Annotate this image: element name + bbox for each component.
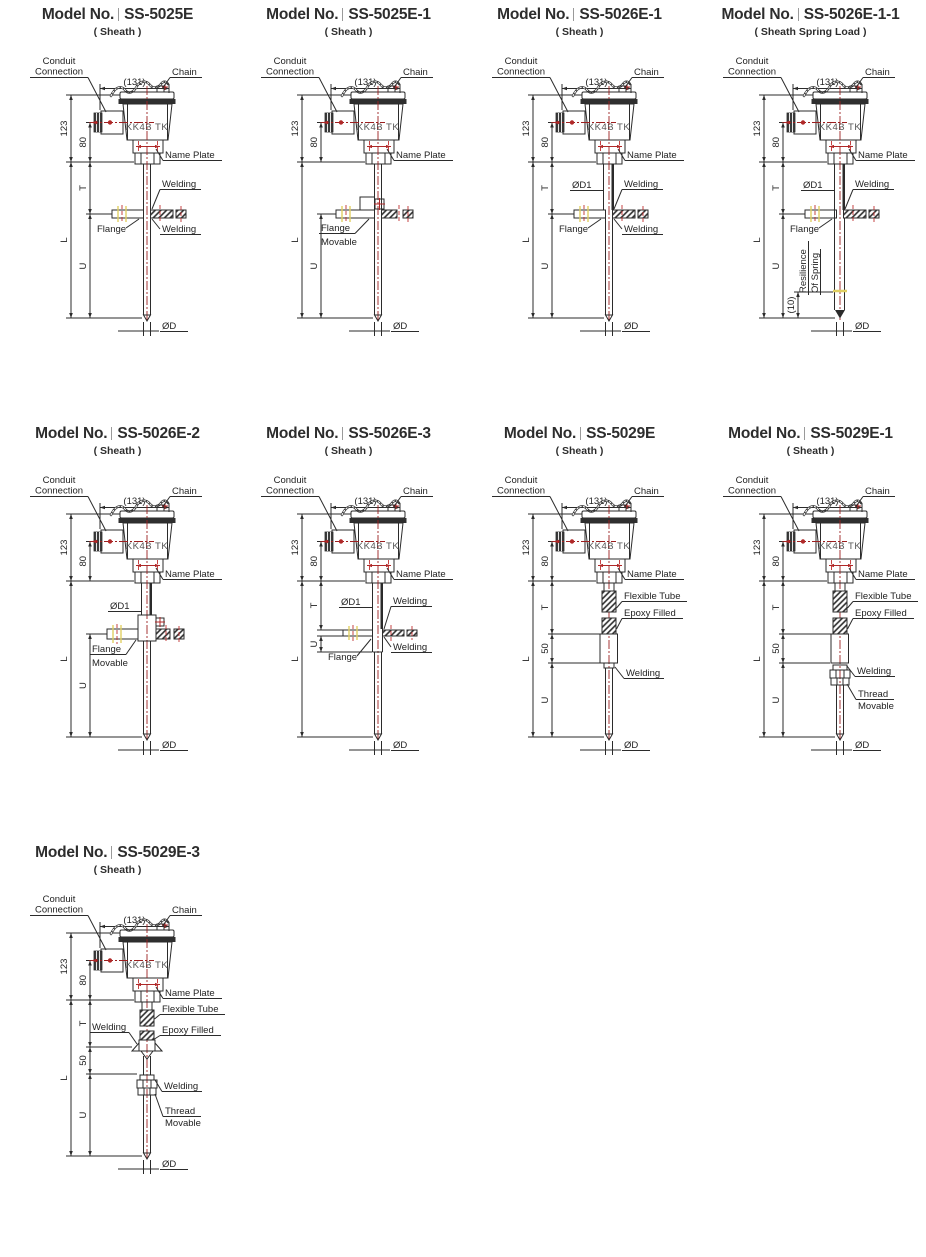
model-label: Model No. — [266, 425, 339, 442]
model-number: SS-5026E-3 — [348, 425, 431, 442]
callout-welding-top: Welding — [855, 179, 890, 190]
dim-probe-dia: ØD1 — [341, 597, 361, 608]
model-title — [695, 425, 926, 443]
callout-conduit-1: Conduit — [42, 56, 76, 67]
technical-drawing — [2, 46, 228, 346]
head-marking: KK4B TK — [356, 541, 400, 552]
dim-L: L — [290, 237, 301, 243]
dim-U: U — [309, 262, 320, 270]
callout-conduit-1: Conduit — [42, 475, 76, 486]
model-label: Model No. — [35, 425, 108, 442]
callout-conduit-1: Conduit — [504, 56, 538, 67]
callout-conduit-1: Conduit — [42, 894, 76, 905]
dim-width-131: (131) — [585, 496, 608, 507]
callout-movable: Movable — [858, 701, 894, 712]
diagram-ss-5026e-2 — [2, 419, 233, 838]
dim-width-131: (131) — [123, 77, 146, 88]
callout-flange-movable-2: Movable — [321, 237, 357, 248]
callout-name-plate: Name Plate — [627, 569, 677, 580]
head-marking: KK4B TK — [818, 541, 862, 552]
panel-header — [695, 419, 926, 465]
diagram-ss-5025e — [2, 0, 233, 419]
model-number: SS-5029E — [586, 425, 656, 442]
callout-name-plate: Name Plate — [165, 988, 215, 999]
callout-movable: Movable — [165, 1118, 201, 1129]
model-number: SS-5025E — [124, 6, 194, 23]
model-title — [2, 425, 233, 443]
model-label: Model No. — [266, 6, 339, 23]
dim-80: 80 — [309, 555, 320, 567]
model-title — [695, 6, 926, 24]
dim-L: L — [59, 1075, 70, 1081]
diagram-ss-5029e-3 — [2, 838, 233, 1257]
dim-width-131: (131) — [123, 915, 146, 926]
dim-123: 123 — [290, 539, 301, 556]
drawing-SS-5026E-1-1 — [723, 56, 915, 336]
callout-welding: Welding — [164, 1081, 199, 1092]
model-number: SS-5026E-1-1 — [803, 6, 900, 23]
dim-U: U — [78, 682, 89, 689]
model-subtitle: ( Sheath Spring Load ) — [754, 26, 867, 38]
panel-header — [464, 0, 695, 46]
dim-tip-dia: ØD — [393, 321, 408, 332]
dim-width-131: (131) — [123, 496, 146, 507]
technical-drawing — [695, 465, 921, 765]
dim-L: L — [521, 237, 532, 243]
callout-conduit-2: Connection — [727, 485, 777, 497]
dim-tip-dia: ØD — [855, 740, 870, 751]
technical-drawing — [2, 884, 228, 1184]
dim-tip-dia: ØD — [162, 740, 177, 751]
callout-conduit-2: Connection — [727, 66, 777, 78]
title-separator — [111, 846, 112, 859]
dim-tip-dia: ØD — [162, 321, 177, 332]
dim-L: L — [290, 656, 301, 662]
model-number: SS-5029E-3 — [117, 844, 200, 861]
drawing-SS-5026E-2 — [30, 475, 222, 755]
model-number: SS-5026E-2 — [117, 425, 200, 442]
callout-thread: Thread — [165, 1106, 196, 1117]
panel-header — [233, 419, 464, 465]
callout-name-plate: Name Plate — [858, 569, 908, 580]
callout-thread: Thread — [858, 689, 889, 700]
title-separator — [111, 427, 112, 440]
callout-chain: Chain — [403, 67, 428, 78]
dim-width-131: (131) — [816, 77, 839, 88]
diagram-ss-5029e — [464, 419, 695, 838]
dim-T: T — [540, 604, 551, 611]
panel-header — [695, 0, 926, 46]
title-separator — [342, 427, 343, 440]
callout-chain: Chain — [403, 486, 428, 497]
dim-U: U — [540, 696, 551, 704]
diagram-ss-5025e-1 — [233, 0, 464, 419]
technical-drawing — [233, 465, 459, 765]
dim-80: 80 — [540, 136, 551, 148]
head-marking: KK4B TK — [125, 122, 169, 133]
technical-drawing — [464, 465, 690, 765]
callout-welding-top: Welding — [624, 179, 659, 190]
dim-tip-dia: ØD — [162, 1159, 177, 1170]
dim-tip-dia: ØD — [393, 740, 408, 751]
callout-conduit-1: Conduit — [273, 56, 307, 67]
dim-L: L — [521, 656, 532, 662]
dim-U: U — [771, 696, 782, 704]
dim-probe-dia: ØD1 — [803, 180, 823, 191]
dim-L: L — [752, 237, 763, 243]
dim-80: 80 — [771, 555, 782, 567]
panel-header — [2, 419, 233, 465]
dim-L: L — [752, 656, 763, 662]
callout-flange: Flange — [559, 224, 589, 235]
callout-flange: Flange — [97, 224, 127, 235]
drawing-SS-5026E-3 — [261, 475, 453, 755]
drawing-SS-5026E-1 — [492, 56, 684, 336]
title-separator — [798, 8, 799, 21]
callout-name-plate: Name Plate — [396, 150, 446, 161]
title-separator — [573, 8, 574, 21]
panel-header — [233, 0, 464, 46]
callout-chain: Chain — [172, 905, 197, 916]
callout-chain: Chain — [634, 486, 659, 497]
dim-80: 80 — [78, 555, 89, 567]
head-marking: KK4B TK — [587, 541, 631, 552]
callout-welding: Welding — [626, 668, 661, 679]
dim-tip-dia: ØD — [624, 321, 639, 332]
dim-width-131: (131) — [354, 77, 377, 88]
model-subtitle: ( Sheath ) — [93, 26, 142, 38]
callout-conduit-1: Conduit — [735, 475, 769, 486]
dim-U: U — [78, 262, 89, 270]
dim-probe-dia: ØD1 — [110, 601, 130, 612]
model-title — [2, 6, 233, 24]
diagram-ss-5026e-1 — [464, 0, 695, 419]
dim-80: 80 — [540, 555, 551, 567]
dim-50: 50 — [540, 643, 551, 654]
drawing-SS-5025E-1 — [261, 56, 453, 336]
diagram-ss-5029e-1 — [695, 419, 926, 838]
callout-chain: Chain — [172, 486, 197, 497]
dim-tip-dia: ØD — [624, 740, 639, 751]
model-subtitle: ( Sheath ) — [93, 445, 142, 457]
model-subtitle: ( Sheath ) — [93, 864, 142, 876]
model-number: SS-5025E-1 — [348, 6, 431, 23]
dim-123: 123 — [59, 120, 70, 137]
callout-chain: Chain — [865, 67, 890, 78]
dim-80: 80 — [771, 136, 782, 148]
model-label: Model No. — [35, 844, 108, 861]
callout-flange-movable-1: Flange — [92, 644, 122, 655]
callout-flexible-tube: Flexible Tube — [624, 591, 681, 602]
callout-welding-left: Welding — [92, 1022, 127, 1033]
callout-welding-top: Welding — [162, 179, 197, 190]
dim-width-131: (131) — [816, 496, 839, 507]
callout-epoxy-filled: Epoxy Filled — [624, 608, 676, 619]
model-title — [233, 6, 464, 24]
dim-50: 50 — [78, 1055, 89, 1066]
model-title — [464, 6, 695, 24]
callout-welding-bottom: Welding — [393, 642, 428, 653]
callout-conduit-2: Connection — [265, 485, 315, 497]
callout-chain: Chain — [172, 67, 197, 78]
callout-conduit-2: Connection — [265, 66, 315, 78]
callout-welding-bottom: Welding — [162, 224, 197, 235]
callout-welding: Welding — [857, 666, 892, 677]
dim-U: U — [771, 262, 782, 270]
callout-conduit-2: Connection — [34, 66, 84, 78]
title-separator — [804, 427, 805, 440]
dim-123: 123 — [521, 539, 532, 556]
callout-name-plate: Name Plate — [165, 150, 215, 161]
dim-T: T — [78, 1020, 89, 1027]
title-separator — [342, 8, 343, 21]
model-subtitle: ( Sheath ) — [324, 445, 373, 457]
callout-welding-bottom: Welding — [624, 224, 659, 235]
dim-width-131: (131) — [354, 496, 377, 507]
callout-name-plate: Name Plate — [396, 569, 446, 580]
model-subtitle: ( Sheath ) — [786, 445, 835, 457]
model-label: Model No. — [41, 6, 115, 23]
dim-spring-travel: (10) — [786, 296, 797, 314]
diagram-ss-5026e-1-1 — [695, 0, 926, 419]
callout-conduit-2: Connection — [34, 485, 84, 497]
model-number: SS-5029E-1 — [810, 425, 893, 442]
panel-header — [2, 0, 233, 46]
callout-conduit-2: Connection — [496, 66, 546, 78]
callout-conduit-2: Connection — [34, 904, 84, 916]
model-subtitle: ( Sheath ) — [555, 26, 604, 38]
dim-probe-dia: ØD1 — [572, 180, 592, 191]
dim-L: L — [59, 656, 70, 662]
callout-resilience-1: Resilience — [798, 249, 809, 293]
model-title — [2, 844, 233, 862]
drawing-SS-5025E — [30, 56, 222, 336]
head-marking: KK4B TK — [125, 541, 169, 552]
dim-50: 50 — [771, 643, 782, 654]
dim-80: 80 — [78, 974, 89, 986]
model-label: Model No. — [503, 425, 577, 442]
callout-conduit-2: Connection — [496, 485, 546, 497]
dim-T: T — [771, 185, 782, 191]
model-title — [464, 425, 695, 443]
callout-conduit-1: Conduit — [504, 475, 538, 486]
callout-conduit-1: Conduit — [273, 475, 307, 486]
panel-header — [464, 419, 695, 465]
callout-name-plate: Name Plate — [165, 569, 215, 580]
callout-flange: Flange — [790, 224, 820, 235]
dim-80: 80 — [78, 136, 89, 148]
technical-drawing — [695, 46, 921, 346]
dim-T: T — [540, 185, 551, 191]
model-number: SS-5026E-1 — [579, 6, 662, 23]
title-separator — [118, 8, 119, 21]
dim-U: U — [309, 640, 320, 648]
dim-123: 123 — [59, 958, 70, 975]
model-label: Model No. — [497, 6, 570, 23]
diagram-ss-5026e-3 — [233, 419, 464, 838]
callout-flange-movable-1: Flange — [321, 223, 351, 234]
technical-drawing — [2, 465, 228, 765]
dim-123: 123 — [290, 120, 301, 137]
callout-epoxy-filled: Epoxy Filled — [162, 1025, 214, 1036]
model-label: Model No. — [728, 425, 801, 442]
callout-flange-movable-2: Movable — [92, 658, 128, 669]
title-separator — [580, 427, 581, 440]
dim-T: T — [309, 602, 320, 609]
callout-welding-top: Welding — [393, 596, 428, 607]
callout-flange: Flange — [328, 652, 358, 663]
model-subtitle: ( Sheath ) — [555, 445, 604, 457]
callout-resilience-2: Of Spring — [810, 252, 821, 293]
callout-chain: Chain — [865, 486, 890, 497]
callout-conduit-1: Conduit — [735, 56, 769, 67]
dim-123: 123 — [59, 539, 70, 556]
technical-drawing — [233, 46, 459, 346]
dim-123: 123 — [521, 120, 532, 137]
dim-U: U — [540, 262, 551, 270]
model-title — [233, 425, 464, 443]
dim-80: 80 — [309, 136, 320, 148]
callout-chain: Chain — [634, 67, 659, 78]
dim-T: T — [771, 604, 782, 611]
drawing-SS-5029E-1 — [723, 475, 918, 755]
callout-epoxy-filled: Epoxy Filled — [855, 608, 907, 619]
dim-123: 123 — [752, 539, 763, 556]
head-marking: KK4B TK — [818, 122, 862, 133]
dim-U: U — [78, 1111, 89, 1119]
callout-name-plate: Name Plate — [627, 150, 677, 161]
callout-name-plate: Name Plate — [858, 150, 908, 161]
callout-flexible-tube: Flexible Tube — [162, 1004, 219, 1015]
head-marking: KK4B TK — [587, 122, 631, 133]
model-label: Model No. — [721, 6, 794, 23]
callout-flexible-tube: Flexible Tube — [855, 591, 912, 602]
dim-123: 123 — [752, 120, 763, 137]
drawing-SS-5029E — [492, 475, 687, 755]
technical-drawing — [464, 46, 690, 346]
head-marking: KK4B TK — [356, 122, 400, 133]
head-marking: KK4B TK — [125, 960, 169, 971]
dim-tip-dia: ØD — [855, 321, 870, 332]
dim-width-131: (131) — [585, 77, 608, 88]
dim-T: T — [78, 185, 89, 191]
dim-L: L — [59, 237, 70, 243]
panel-header — [2, 838, 233, 884]
model-subtitle: ( Sheath ) — [324, 26, 373, 38]
drawing-SS-5029E-3 — [30, 894, 225, 1174]
